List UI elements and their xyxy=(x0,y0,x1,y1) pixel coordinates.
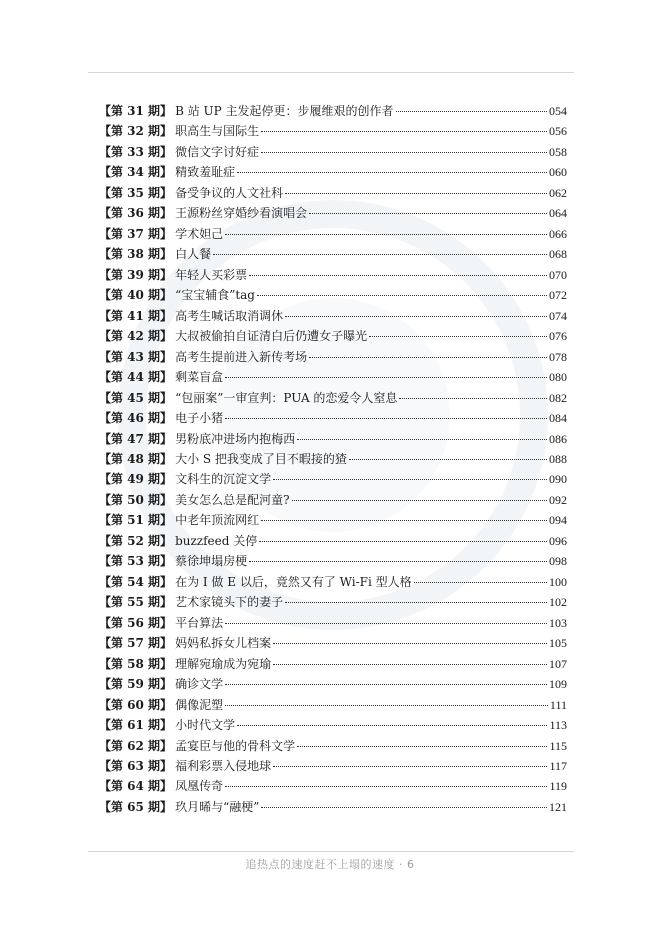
toc-issue-number: 【第 45 期】 xyxy=(99,390,173,405)
toc-entry[interactable] xyxy=(99,101,567,121)
toc-issue-number: 【第 40 期】 xyxy=(99,288,173,303)
toc-issue-number: 【第 39 期】 xyxy=(99,267,173,282)
toc-issue-number: 【第 44 期】 xyxy=(99,370,173,385)
toc-title: “包丽案”一审宣判：PUA 的恋爱令人窒息 xyxy=(175,390,398,405)
toc-title: 电子小猪 xyxy=(175,411,224,426)
toc-issue-number: 【第 50 期】 xyxy=(99,492,173,507)
toc-title: “宝宝辅食”tag xyxy=(175,288,255,303)
toc-page-number: 082 xyxy=(549,390,567,405)
toc-title: 学术妲己 xyxy=(175,226,224,241)
toc-page-number: 066 xyxy=(549,226,567,241)
toc-entry[interactable] xyxy=(99,326,567,346)
toc-page-number: 064 xyxy=(549,206,567,221)
toc-title: 平台算法 xyxy=(175,615,224,630)
toc-page-number: 119 xyxy=(549,779,567,794)
toc-entry[interactable] xyxy=(99,408,567,428)
toc-page-number: 074 xyxy=(549,308,567,323)
toc-entry[interactable] xyxy=(99,469,567,489)
toc-title: 王源粉丝穿婚纱看演唱会 xyxy=(175,206,308,221)
toc-title: 微信文字讨好症 xyxy=(175,144,260,159)
toc-title: 美女怎么总是配河童? xyxy=(175,492,290,507)
toc-entry[interactable] xyxy=(99,572,567,592)
toc-title: 玖月晞与“融梗” xyxy=(175,799,260,814)
toc-page-number: 094 xyxy=(549,513,567,528)
toc-entry[interactable] xyxy=(99,142,567,162)
toc-page-number: 098 xyxy=(549,554,567,569)
dot-leader xyxy=(225,786,547,787)
dot-leader xyxy=(249,561,547,562)
toc-issue-number: 【第 64 期】 xyxy=(99,779,173,794)
dot-leader xyxy=(237,725,547,726)
toc-title: 凤凰传奇 xyxy=(175,779,224,794)
toc-entry[interactable] xyxy=(99,224,567,244)
toc-page-number: 096 xyxy=(549,533,567,548)
toc-page-number: 117 xyxy=(549,759,567,773)
toc-entry[interactable] xyxy=(99,449,567,469)
dot-leader xyxy=(297,439,547,440)
toc-issue-number: 【第 49 期】 xyxy=(99,472,173,487)
dot-leader xyxy=(225,705,548,706)
dot-leader xyxy=(273,479,547,480)
toc-issue-number: 【第 36 期】 xyxy=(99,206,173,221)
toc-title: 理解宛瑜成为宛瑜 xyxy=(175,656,272,671)
toc-issue-number: 【第 62 期】 xyxy=(99,738,173,753)
toc-issue-number: 【第 35 期】 xyxy=(99,185,173,200)
header-rule xyxy=(88,72,574,73)
dot-leader xyxy=(261,152,547,153)
toc-page-number: 107 xyxy=(549,656,567,671)
dot-leader xyxy=(292,500,548,501)
toc-entry[interactable] xyxy=(99,510,567,530)
toc-title: 男粉底冲进场内抱梅西 xyxy=(175,431,296,446)
dot-leader xyxy=(369,336,547,337)
toc-entry[interactable] xyxy=(99,633,567,653)
toc-page-number: 088 xyxy=(549,451,567,466)
toc-title: 确诊文学 xyxy=(175,677,224,692)
toc-page-number: 068 xyxy=(549,247,567,262)
toc-issue-number: 【第 43 期】 xyxy=(99,349,173,364)
toc-page-number: 084 xyxy=(549,411,567,426)
toc-page-number: 060 xyxy=(549,165,567,180)
toc-page-number: 080 xyxy=(549,370,567,385)
toc-issue-number: 【第 47 期】 xyxy=(99,431,173,446)
toc-issue-number: 【第 57 期】 xyxy=(99,636,173,651)
toc-title: 孟宴臣与他的骨科文学 xyxy=(175,738,296,753)
toc-page-number: 062 xyxy=(549,185,567,200)
dot-leader xyxy=(257,295,547,296)
toc-entry[interactable] xyxy=(99,592,567,612)
dot-leader xyxy=(285,602,547,603)
toc-entry[interactable] xyxy=(99,121,567,141)
toc-page-number: 113 xyxy=(549,718,567,733)
toc-title: 大叔被偷拍自证清白后仍遭女子曝光 xyxy=(175,329,368,344)
toc-title: 白人餐 xyxy=(175,247,212,262)
dot-leader xyxy=(261,520,547,521)
dot-leader xyxy=(285,193,547,194)
page-footer: 追热点的速度赶不上塌的速度 · 6 xyxy=(245,858,415,871)
toc-title: 福利彩票入侵地球 xyxy=(175,759,272,773)
dot-leader xyxy=(213,254,547,255)
toc-title: 年轻人买彩票 xyxy=(175,267,248,282)
footer-rule xyxy=(88,851,574,852)
toc-entry[interactable] xyxy=(99,490,567,510)
toc-issue-number: 【第 41 期】 xyxy=(99,308,173,323)
toc-entry[interactable] xyxy=(99,736,567,756)
toc-title: 文科生的沉淀文学 xyxy=(175,472,272,487)
toc-page-number: 086 xyxy=(549,431,567,446)
toc-issue-number: 【第 38 期】 xyxy=(99,247,173,262)
toc-entry[interactable] xyxy=(99,367,567,387)
toc-page-number: 058 xyxy=(549,144,567,159)
toc-title: buzzfeed 关停 xyxy=(175,533,258,548)
toc-entry[interactable] xyxy=(99,715,567,735)
toc-entry[interactable] xyxy=(99,531,567,551)
toc-issue-number: 【第 60 期】 xyxy=(99,697,173,712)
toc-issue-number: 【第 42 期】 xyxy=(99,329,173,344)
dot-leader xyxy=(399,398,547,399)
toc-page-number: 105 xyxy=(549,636,567,651)
toc-entry[interactable] xyxy=(99,776,567,796)
dot-leader xyxy=(273,766,547,767)
dot-leader xyxy=(349,459,547,460)
dot-leader xyxy=(285,316,547,317)
toc-page-number: 078 xyxy=(549,349,567,364)
toc-title: 备受争议的人文社科 xyxy=(175,185,284,200)
dot-leader xyxy=(259,541,547,542)
toc-issue-number: 【第 53 期】 xyxy=(99,554,173,569)
toc-page-number: 056 xyxy=(549,124,567,139)
toc-issue-number: 【第 63 期】 xyxy=(99,759,173,773)
toc-title: 艺术家镜头下的妻子 xyxy=(175,595,284,610)
toc-page-number: 090 xyxy=(549,472,567,487)
dot-leader xyxy=(225,418,547,419)
toc-title: B 站 UP 主发起停更：步履维艰的创作者 xyxy=(175,104,394,118)
toc-page-number: 100 xyxy=(549,574,567,589)
toc-entry[interactable] xyxy=(99,244,567,264)
toc-page-number: 111 xyxy=(549,697,567,712)
toc-issue-number: 【第 31 期】 xyxy=(99,104,173,118)
dot-leader xyxy=(225,234,547,235)
dot-leader xyxy=(309,357,547,358)
dot-leader xyxy=(225,377,547,378)
dot-leader xyxy=(297,746,547,747)
toc-page-number: 103 xyxy=(549,615,567,630)
toc-title: 职高生与国际生 xyxy=(175,124,260,139)
toc-issue-number: 【第 58 期】 xyxy=(99,656,173,671)
dot-leader xyxy=(225,623,547,624)
dot-leader xyxy=(237,172,547,173)
toc-entry[interactable] xyxy=(99,695,567,715)
dot-leader xyxy=(309,213,547,214)
toc-issue-number: 【第 52 期】 xyxy=(99,533,173,548)
dot-leader xyxy=(396,111,547,112)
toc-title: 小时代文学 xyxy=(175,718,236,733)
toc-page-number: 072 xyxy=(549,288,567,303)
toc-entry[interactable] xyxy=(99,306,567,326)
toc-issue-number: 【第 54 期】 xyxy=(99,574,173,589)
toc-entry[interactable] xyxy=(99,285,567,305)
toc-page-number: 092 xyxy=(549,492,567,507)
toc-entry[interactable] xyxy=(99,797,567,817)
toc-entry[interactable] xyxy=(99,203,567,223)
toc-issue-number: 【第 48 期】 xyxy=(99,451,173,466)
toc-entry[interactable] xyxy=(99,654,567,674)
toc-issue-number: 【第 51 期】 xyxy=(99,513,173,528)
toc-title: 高考生提前进入新传考场 xyxy=(175,349,308,364)
toc-issue-number: 【第 34 期】 xyxy=(99,165,173,180)
toc-issue-number: 【第 46 期】 xyxy=(99,411,173,426)
toc-page-number: 121 xyxy=(549,799,567,814)
toc-title: 在为 I 做 E 以后，竟然又有了 Wi-Fi 型人格 xyxy=(175,574,412,589)
toc-page-number: 054 xyxy=(549,104,567,118)
toc-issue-number: 【第 59 期】 xyxy=(99,677,173,692)
toc-title: 高考生喊话取消调休 xyxy=(175,308,284,323)
toc-entry[interactable] xyxy=(99,613,567,633)
dot-leader xyxy=(249,275,547,276)
toc-entry[interactable] xyxy=(99,183,567,203)
toc-title: 大小 S 把我变成了目不暇接的猹 xyxy=(175,451,347,466)
toc-issue-number: 【第 56 期】 xyxy=(99,615,173,630)
toc-title: 妈妈私拆女儿档案 xyxy=(175,636,272,651)
dot-leader xyxy=(225,684,547,685)
table-of-contents xyxy=(99,101,567,817)
toc-entry[interactable] xyxy=(99,674,567,694)
toc-entry[interactable] xyxy=(99,265,567,285)
toc-page-number: 102 xyxy=(549,595,567,610)
toc-issue-number: 【第 61 期】 xyxy=(99,718,173,733)
toc-page-number: 109 xyxy=(549,677,567,692)
toc-page-number: 076 xyxy=(549,329,567,344)
toc-issue-number: 【第 32 期】 xyxy=(99,124,173,139)
toc-title: 偶像泥塑 xyxy=(175,697,224,712)
toc-title: 剩菜盲盒 xyxy=(175,370,224,385)
toc-issue-number: 【第 55 期】 xyxy=(99,595,173,610)
toc-issue-number: 【第 37 期】 xyxy=(99,226,173,241)
dot-leader xyxy=(261,807,547,808)
dot-leader xyxy=(261,131,547,132)
toc-title: 蔡徐坤塌房梗 xyxy=(175,554,248,569)
dot-leader xyxy=(414,582,547,583)
dot-leader xyxy=(273,664,547,665)
toc-title: 精致羞耻症 xyxy=(175,165,236,180)
dot-leader xyxy=(273,643,547,644)
toc-entry[interactable] xyxy=(99,756,567,776)
toc-entry[interactable] xyxy=(99,551,567,571)
toc-entry[interactable] xyxy=(99,388,567,408)
toc-issue-number: 【第 65 期】 xyxy=(99,799,173,814)
toc-issue-number: 【第 33 期】 xyxy=(99,144,173,159)
toc-entry[interactable] xyxy=(99,429,567,449)
toc-entry[interactable] xyxy=(99,162,567,182)
toc-page-number: 115 xyxy=(549,738,567,753)
toc-entry[interactable] xyxy=(99,347,567,367)
toc-title: 中老年顶流网红 xyxy=(175,513,260,528)
toc-page-number: 070 xyxy=(549,267,567,282)
